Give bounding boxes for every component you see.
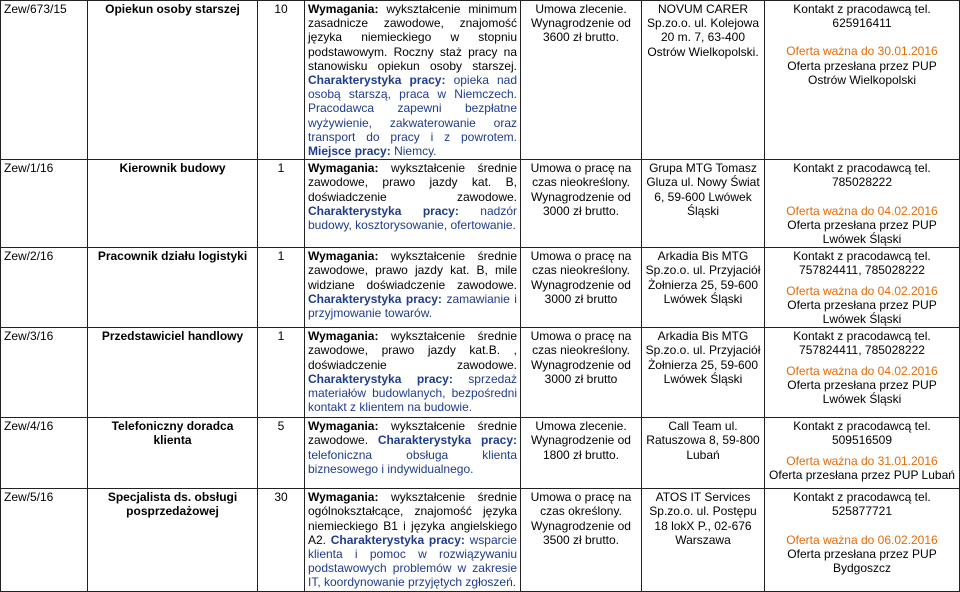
company-line: Sp.zo.o. ul. Kolejowa bbox=[646, 16, 760, 31]
offer-valid-until: Oferta ważna do 06.02.2016 bbox=[786, 532, 938, 547]
requirements-label: Wymagania: bbox=[308, 249, 379, 264]
characteristics-label: Charakterystyka pracy: bbox=[377, 433, 517, 448]
employment-cell bbox=[521, 328, 642, 418]
table-row bbox=[1, 248, 960, 328]
vacancy-count: 1 bbox=[258, 160, 305, 248]
company-line: Grupa MTG Tomasz bbox=[649, 161, 757, 176]
requirements-cell bbox=[305, 160, 521, 248]
requirements-label: Wymagania: bbox=[308, 419, 379, 434]
requirements-cell bbox=[305, 1, 521, 160]
company-line: Call Team ul. bbox=[668, 419, 738, 434]
employment-line: Wynagrodzenie od bbox=[531, 433, 631, 448]
position-name: Kierownik budowy bbox=[88, 160, 258, 248]
position-name: Przedstawiciel handlowy bbox=[88, 328, 258, 418]
requirements-text: wykształcenie średnie ogólnokształcące, znajomość języka niemieckiego B1 i języka angielskiego A2. bbox=[308, 490, 517, 547]
table-row bbox=[1, 1, 960, 160]
employment-line: Umowa o pracę na bbox=[530, 329, 632, 344]
characteristics-text: nadzór budowy, kosztorysowanie, ofertowanie. bbox=[308, 203, 517, 233]
offer-id: Zew/2/16 bbox=[1, 248, 88, 328]
contact-phone: Kontakt z pracodawcą tel. 525877721 bbox=[793, 490, 931, 519]
employment-line: 3000 zł brutto bbox=[544, 371, 618, 386]
characteristics-label: Charakterystyka pracy: bbox=[308, 291, 442, 306]
requirements-text: wykształcenie minimum zasadnicze zawodowe, znajomość języka niemieckiego w stopniu podstawowym. Roczny staż pracy na stanowisku opiekun osoby starszej. bbox=[308, 2, 517, 73]
company-line: Ratuszowa 8, 59-800 bbox=[646, 433, 760, 448]
offer-sent-by: Oferta przesłana przez PUP Lwówek Śląski bbox=[787, 217, 937, 247]
company-line: Gluza ul. Nowy Świat bbox=[646, 175, 760, 190]
offer-sent-by: Oferta przesłana przez PUP Lwówek Śląski bbox=[787, 377, 937, 407]
offer-id: Zew/1/16 bbox=[1, 160, 88, 248]
characteristics-text: sprzedaż materiałów budowlanych, bezpośredni kontakt z klientem na budowie. bbox=[308, 371, 517, 415]
company-line: Śląski bbox=[686, 203, 719, 218]
employment-line: 3000 zł brutto. bbox=[542, 203, 620, 218]
company-line: Sp.zo.o. ul. Przyjaciół bbox=[645, 343, 761, 358]
company-line: Lubań bbox=[686, 447, 720, 462]
characteristics-text: zamawianie i przyjmowanie towarów. bbox=[308, 291, 517, 321]
requirements-text: wykształcenie średnie zawodowe, prawo jazdy kat. B, doświadczenie zawodowe. bbox=[308, 161, 517, 204]
employment-line: Wynagrodzenie od bbox=[531, 189, 631, 204]
offer-sent-by: Oferta przesłana przez PUP Lubań bbox=[769, 467, 955, 482]
company-line: Arkadia Bis MTG bbox=[657, 329, 749, 344]
company-cell bbox=[642, 328, 765, 418]
requirements-text: wykształcenie średnie zawodowe, prawo jazdy kat.B. , doświadczenie zawodowe. bbox=[308, 329, 517, 372]
requirements-text: wykształcenie średnie zawodowe, prawo jazdy kat. B, mile widziane doświadczenie zawodowe. bbox=[308, 249, 517, 292]
requirements-label: Wymagania: bbox=[308, 329, 379, 344]
requirements-cell bbox=[305, 489, 521, 591]
offer-id: Zew/3/16 bbox=[1, 328, 88, 418]
offer-sent-by: Oferta przesłana przez PUP Bydgoszcz bbox=[787, 546, 937, 576]
company-line: Sp.zo.o. ul. Postępu bbox=[649, 504, 757, 519]
contact-phone: Kontakt z pracodawcą tel. 757824411, 785028222 bbox=[793, 249, 931, 278]
company-cell bbox=[642, 489, 765, 591]
contact-cell bbox=[765, 1, 960, 160]
company-line: NOVUM CARER bbox=[657, 2, 748, 16]
contact-phone: Kontakt z pracodawcą tel. 785028222 bbox=[793, 161, 931, 190]
company-line: Lwówek Śląski bbox=[663, 371, 743, 386]
employment-line: czas nieokreślony. bbox=[532, 263, 630, 278]
employment-cell bbox=[521, 489, 642, 591]
characteristics-label: Charakterystyka pracy: bbox=[330, 532, 465, 547]
employment-line: 1800 zł brutto. bbox=[542, 447, 620, 462]
requirements-text: wykształcenie średnie zawodowe. bbox=[308, 419, 517, 448]
employment-line: Wynagrodzenie od bbox=[531, 357, 631, 372]
offer-valid-until: Oferta ważna do 30.01.2016 bbox=[786, 44, 938, 59]
employment-line: Wynagrodzenie od bbox=[531, 518, 631, 533]
employment-line: Umowa o pracę na bbox=[530, 161, 632, 176]
offer-sent-by: Oferta przesłana przez PUP Ostrów Wielkopolski bbox=[787, 58, 937, 87]
contact-cell bbox=[765, 418, 960, 489]
employment-line: 3000 zł brutto bbox=[544, 291, 618, 306]
characteristics-text: telefoniczna obsługa klienta biznesowego i indywidualnego. bbox=[308, 447, 517, 476]
company-line: Arkadia Bis MTG bbox=[657, 249, 749, 264]
characteristics-text: wsparcie klienta i pomoc w rozwiązywaniu podstawowych problemów w zakresie IT, koordynowanie przyjętych zgłoszeń. bbox=[308, 532, 517, 590]
position-name: Pracownik działu logistyki bbox=[88, 248, 258, 328]
requirements-label: Wymagania: bbox=[308, 2, 379, 16]
table-row bbox=[1, 418, 960, 489]
requirements-cell bbox=[305, 328, 521, 418]
employment-line: Umowa zlecenie. bbox=[535, 419, 627, 434]
employment-line: Wynagrodzenie od bbox=[531, 277, 631, 292]
contact-phone: Kontakt z pracodawcą tel. 757824411, 785028222 bbox=[793, 329, 931, 358]
company-line: 6, 59-600 Lwówek bbox=[654, 189, 752, 204]
employment-line: Umowa o pracę na bbox=[530, 490, 632, 505]
company-line: Warszawa bbox=[675, 532, 731, 547]
employment-cell bbox=[521, 1, 642, 160]
table-row bbox=[1, 160, 960, 248]
offer-valid-until: Oferta ważna do 31.01.2016 bbox=[786, 453, 938, 468]
offer-id: Zew/5/16 bbox=[1, 489, 88, 591]
employment-line: czas nieokreślony. bbox=[532, 175, 630, 190]
contact-cell bbox=[765, 489, 960, 591]
employment-line: Umowa o pracę na bbox=[530, 249, 632, 264]
offer-sent-by: Oferta przesłana przez PUP Lwówek Śląski bbox=[787, 297, 937, 327]
employment-line: 3600 zł brutto. bbox=[542, 30, 620, 45]
contact-phone: Kontakt z pracodawcą tel. 625916411 bbox=[793, 2, 931, 31]
company-cell bbox=[642, 160, 765, 248]
requirements-label: Wymagania: bbox=[308, 161, 379, 176]
contact-cell bbox=[765, 328, 960, 418]
position-name: Specjalista ds. obsługi posprzedażowej bbox=[88, 489, 258, 591]
workplace-text: Niemcy. bbox=[394, 144, 437, 159]
company-line: Żołnierza 25, 59-600 bbox=[647, 277, 759, 292]
requirements-label: Wymagania: bbox=[308, 490, 379, 505]
company-line: Lwówek Śląski bbox=[663, 291, 743, 306]
company-cell bbox=[642, 248, 765, 328]
vacancy-count: 30 bbox=[258, 489, 305, 591]
characteristics-label: Charakterystyka pracy: bbox=[308, 203, 459, 218]
offer-valid-until: Oferta ważna do 04.02.2016 bbox=[786, 203, 938, 218]
company-line: 18 lokX P., 02-676 bbox=[654, 518, 752, 533]
employment-cell bbox=[521, 418, 642, 489]
employment-cell bbox=[521, 248, 642, 328]
offer-valid-until: Oferta ważna do 04.02.2016 bbox=[786, 363, 938, 378]
characteristics-label: Charakterystyka pracy: bbox=[308, 371, 453, 386]
offer-valid-until: Oferta ważna do 04.02.2016 bbox=[786, 283, 938, 298]
position-name: Telefoniczny doradca klienta bbox=[88, 418, 258, 489]
company-line: ATOS IT Services bbox=[655, 490, 751, 505]
contact-cell bbox=[765, 160, 960, 248]
workplace-label: Miejsce pracy: bbox=[308, 144, 391, 159]
offer-id: Zew/4/16 bbox=[1, 418, 88, 489]
position-name: Opiekun osoby starszej bbox=[88, 1, 258, 160]
table-row bbox=[1, 489, 960, 591]
requirements-cell bbox=[305, 418, 521, 489]
company-line: Sp.zo.o. ul. Przyjaciół bbox=[645, 263, 761, 278]
company-cell bbox=[642, 418, 765, 489]
vacancy-count: 5 bbox=[258, 418, 305, 489]
employment-line: 3500 zł brutto. bbox=[542, 532, 620, 547]
employment-line: Wynagrodzenie od bbox=[531, 16, 631, 31]
requirements-cell bbox=[305, 248, 521, 328]
employment-line: czas nieokreślony. bbox=[532, 343, 630, 358]
vacancy-count: 10 bbox=[258, 1, 305, 160]
employment-cell bbox=[521, 160, 642, 248]
contact-cell bbox=[765, 248, 960, 328]
company-line: 20 m. 7, 63-400 bbox=[660, 30, 746, 45]
vacancy-count: 1 bbox=[258, 248, 305, 328]
characteristics-label: Charakterystyka pracy: bbox=[308, 73, 446, 88]
employment-line: Umowa zlecenie. bbox=[535, 2, 627, 16]
table-row bbox=[1, 328, 960, 418]
employment-line: czas określony. bbox=[540, 504, 622, 519]
company-cell bbox=[642, 1, 765, 160]
company-line: Żołnierza 25, 59-600 bbox=[647, 357, 759, 372]
company-line: Ostrów Wielkopolski. bbox=[647, 44, 759, 59]
characteristics-text: opieka nad osobą starszą, praca w Niemczech. Pracodawca zapewni bezpłatne wyżywienie, zakwaterowanie oraz transport do pracy i z powrotem. bbox=[308, 73, 518, 144]
vacancy-count: 1 bbox=[258, 328, 305, 418]
contact-phone: Kontakt z pracodawcą tel. 509516509 bbox=[793, 419, 931, 448]
offer-id: Zew/673/15 bbox=[1, 1, 88, 160]
